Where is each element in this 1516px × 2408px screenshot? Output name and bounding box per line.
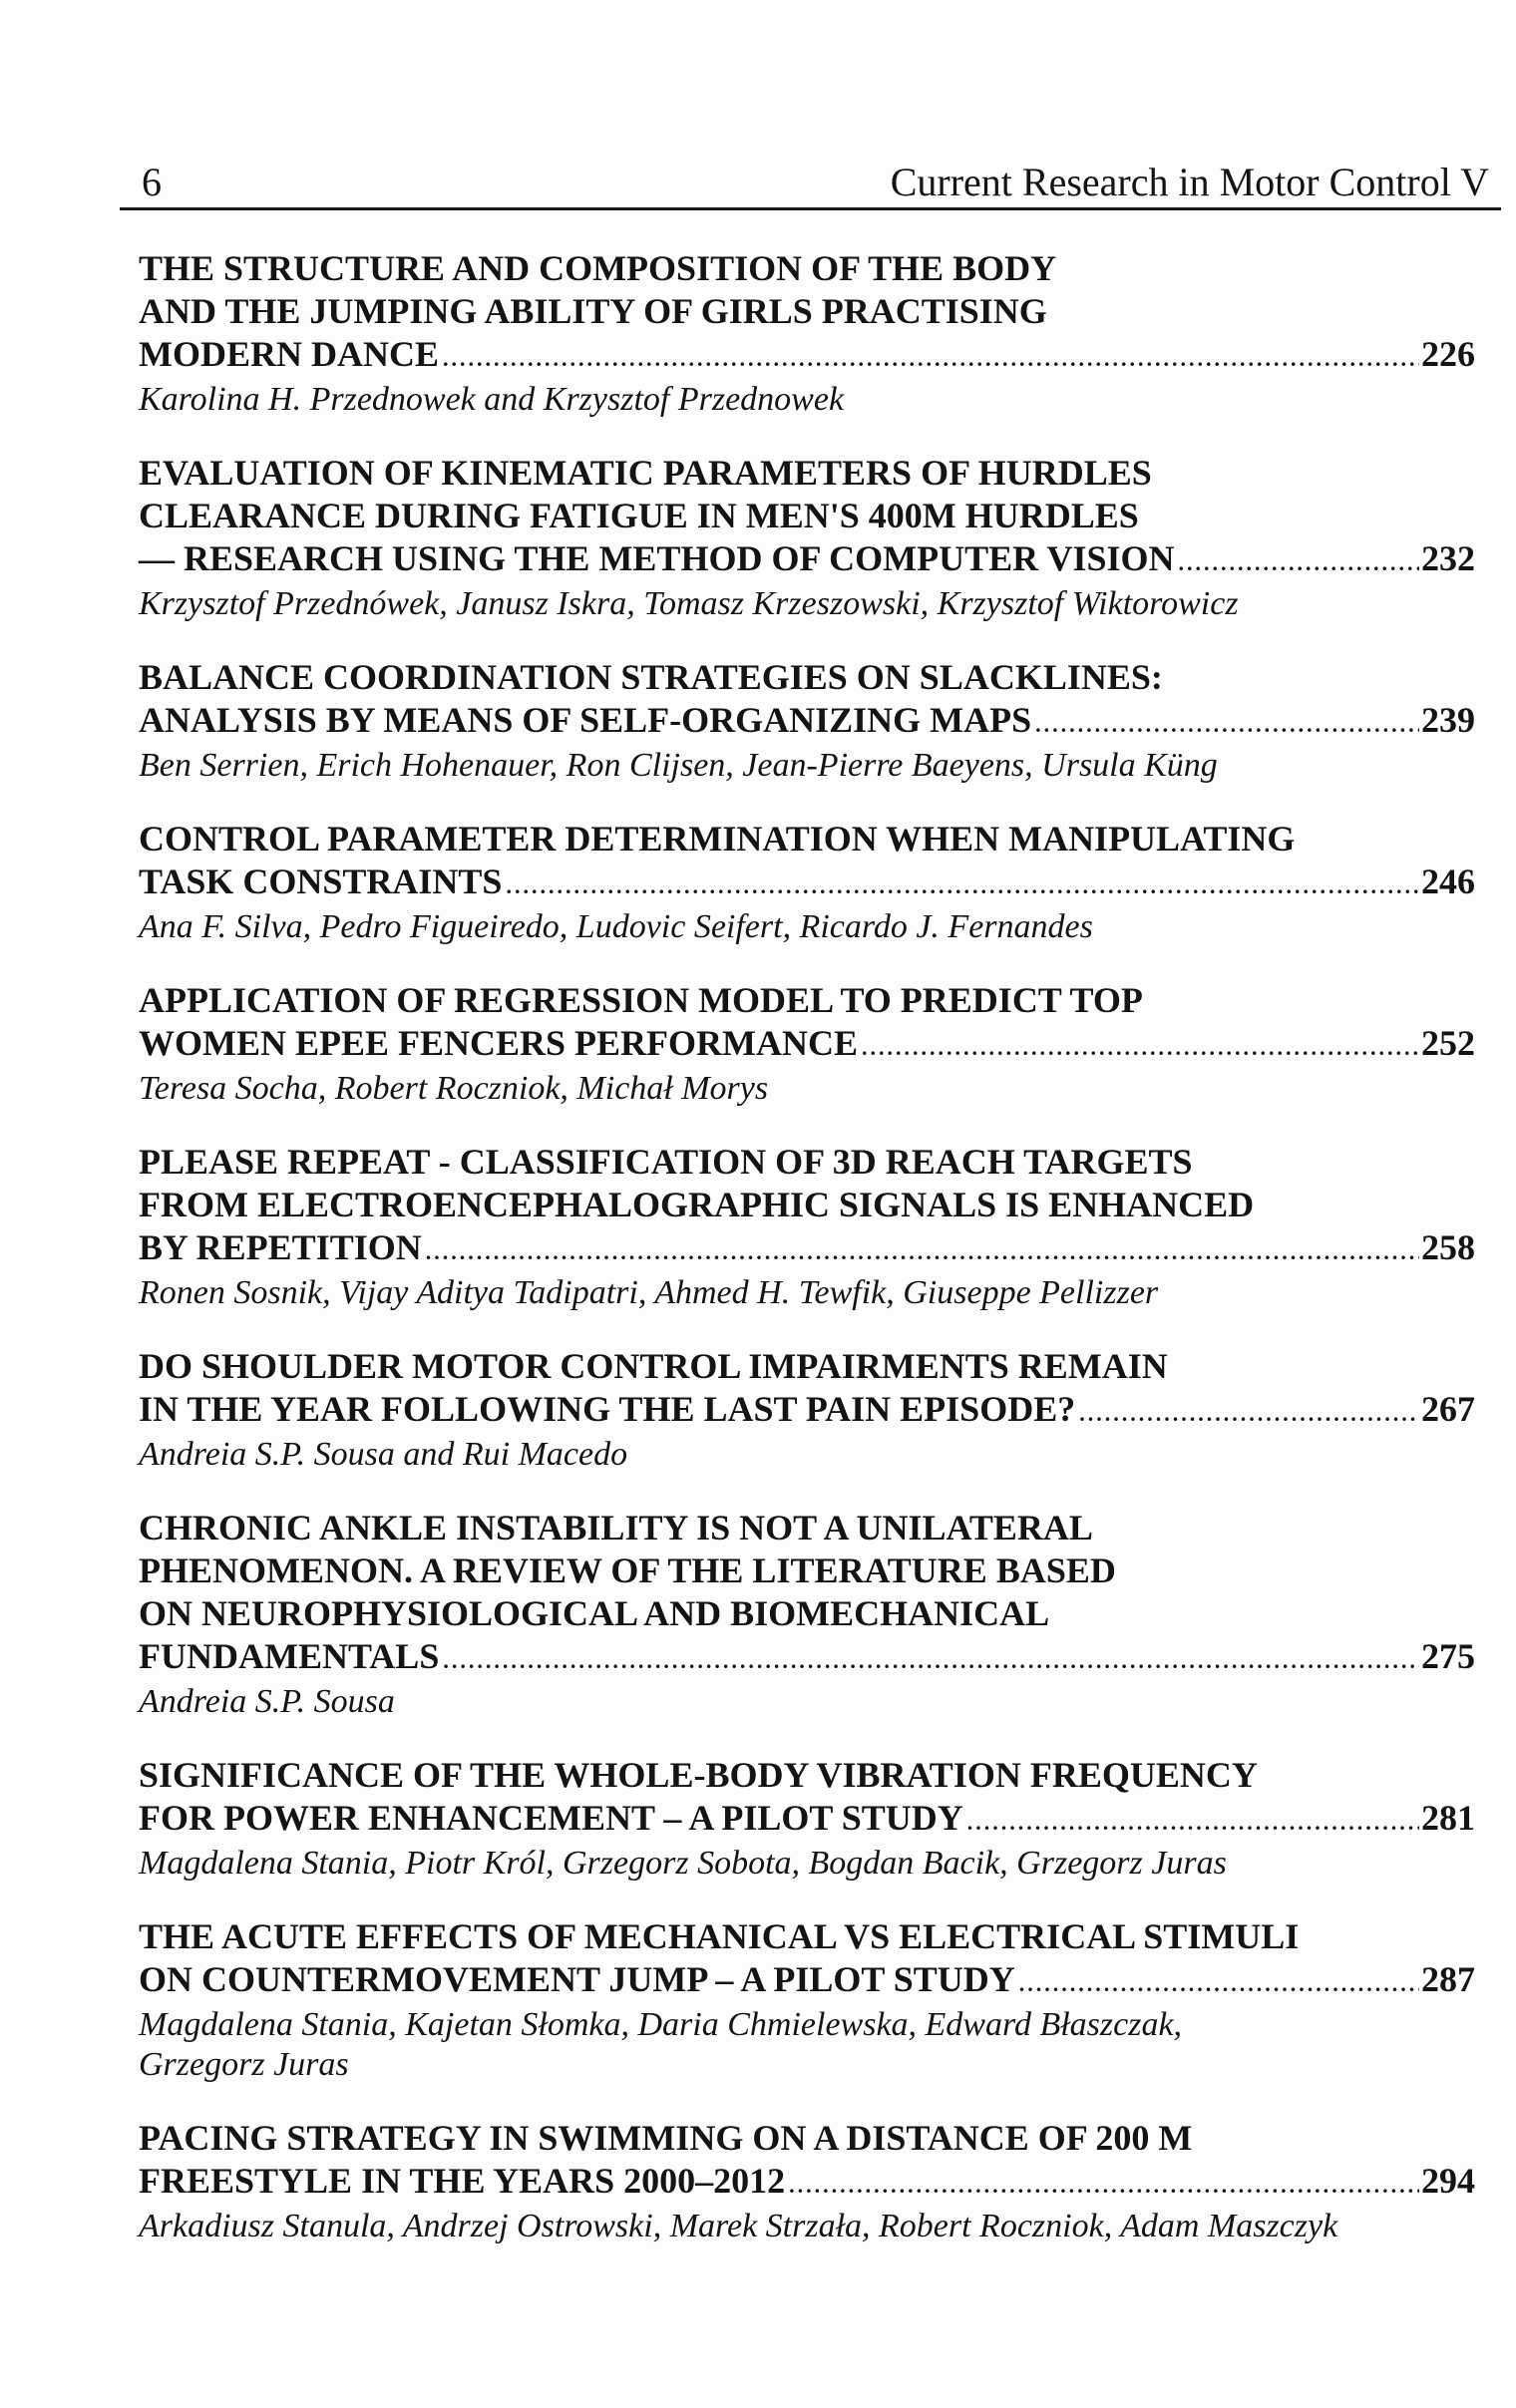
toc-entry — [139, 2117, 1475, 2246]
entry-page-number: 258 — [1421, 1227, 1475, 1267]
dot-leader — [789, 2164, 1419, 2207]
entry-title-line: THE STRUCTURE AND COMPOSITION OF THE BODY — [139, 248, 1057, 288]
entry-page-number: 232 — [1421, 538, 1475, 578]
entry-title-text: TASK CONSTRAINTS — [139, 861, 503, 901]
entry-title-final-line — [139, 699, 1475, 746]
dot-leader — [506, 864, 1419, 907]
toc-entry — [139, 1141, 1475, 1313]
entry-title-final-line — [139, 1388, 1475, 1435]
entry-title-text: ANALYSIS BY MEANS OF SELF-ORGANIZING MAPS — [139, 700, 1032, 740]
entry-authors: Grzegorz Juras — [139, 2046, 349, 2083]
entry-title-line: CONTROL PARAMETER DETERMINATION WHEN MANIPULATING — [139, 819, 1296, 859]
entry-title-final-line — [139, 1797, 1475, 1844]
entry-title-line: BALANCE COORDINATION STRATEGIES ON SLACKLINES: — [139, 657, 1163, 697]
entry-title-text: — RESEARCH USING THE METHOD OF COMPUTER VISION — [139, 538, 1175, 578]
entry-title-final-line — [139, 2160, 1475, 2207]
entry-page-number: 281 — [1421, 1798, 1475, 1838]
entry-title-line: PLEASE REPEAT - CLASSIFICATION OF 3D REACH TARGETS — [139, 1142, 1193, 1182]
toc-entry — [139, 1915, 1475, 2085]
entry-title-line: CHRONIC ANKLE INSTABILITY IS NOT A UNILATERAL — [139, 1508, 1093, 1548]
entry-authors: Arkadiusz Stanula, Andrzej Ostrowski, Marek Strzała, Robert Roczniok, Adam Maszczyk — [139, 2208, 1338, 2244]
dot-leader — [443, 1639, 1419, 1682]
entry-authors: Magdalena Stania, Piotr Król, Grzegorz Sobota, Bogdan Bacik, Grzegorz Juras — [139, 1845, 1227, 1882]
entry-title-final-line — [139, 1635, 1475, 1682]
entry-title-line: DO SHOULDER MOTOR CONTROL IMPAIRMENTS REMAIN — [139, 1346, 1168, 1386]
entry-page-number: 226 — [1421, 334, 1475, 374]
entry-authors: Karolina H. Przednowek and Krzysztof Przednowek — [139, 381, 845, 418]
toc-entry — [139, 1507, 1475, 1722]
entry-title-line: THE ACUTE EFFECTS OF MECHANICAL VS ELECTRICAL STIMULI — [139, 1916, 1300, 1956]
entry-title-final-line — [139, 1226, 1475, 1273]
entry-title-line: CLEARANCE DURING FATIGUE IN MEN'S 400M HURDLES — [139, 496, 1139, 535]
entry-title-line: APPLICATION OF REGRESSION MODEL TO PREDICT TOP — [139, 980, 1143, 1020]
dot-leader — [1035, 703, 1419, 746]
entry-title-text: MODERN DANCE — [139, 334, 439, 374]
entry-authors: Andreia S.P. Sousa and Rui Macedo — [139, 1436, 628, 1473]
dot-leader — [862, 1026, 1419, 1069]
toc-entry — [139, 1754, 1475, 1884]
toc-entry — [139, 818, 1475, 947]
entry-page-number: 252 — [1421, 1023, 1475, 1063]
entry-page-number: 275 — [1421, 1636, 1475, 1676]
dot-leader — [426, 1230, 1419, 1273]
dot-leader — [1079, 1392, 1419, 1435]
entry-title-text: FUNDAMENTALS — [139, 1636, 440, 1676]
entry-title-final-line — [139, 333, 1475, 380]
entry-title-text: IN THE YEAR FOLLOWING THE LAST PAIN EPISODE? — [139, 1389, 1076, 1429]
table-of-contents — [139, 247, 1475, 2278]
entry-page-number: 267 — [1421, 1389, 1475, 1429]
entry-title-line: SIGNIFICANCE OF THE WHOLE-BODY VIBRATION FREQUENCY — [139, 1755, 1258, 1795]
entry-page-number: 239 — [1421, 700, 1475, 740]
entry-title-line: ON NEUROPHYSIOLOGICAL AND BIOMECHANICAL — [139, 1593, 1050, 1633]
entry-page-number: 246 — [1421, 861, 1475, 901]
entry-title-text: WOMEN EPEE FENCERS PERFORMANCE — [139, 1023, 859, 1063]
page-header — [120, 150, 1501, 210]
entry-page-number: 294 — [1421, 2161, 1475, 2201]
entry-title-text: BY REPETITION — [139, 1227, 422, 1267]
dot-leader — [1178, 541, 1419, 584]
entry-title-text: ON COUNTERMOVEMENT JUMP – A PILOT STUDY — [139, 1959, 1015, 1999]
entry-authors: Ben Serrien, Erich Hohenauer, Ron Clijsen, Jean-Pierre Baeyens, Ursula Küng — [139, 747, 1218, 784]
entry-page-number: 287 — [1421, 1959, 1475, 1999]
entry-title-final-line — [139, 1022, 1475, 1069]
entry-title-final-line — [139, 537, 1475, 584]
entry-title-line: AND THE JUMPING ABILITY OF GIRLS PRACTISING — [139, 291, 1047, 331]
entry-authors: Teresa Socha, Robert Roczniok, Michał Morys — [139, 1070, 769, 1107]
toc-entry — [139, 1345, 1475, 1475]
entry-title-line: EVALUATION OF KINEMATIC PARAMETERS OF HURDLES — [139, 453, 1152, 493]
dot-leader — [967, 1801, 1419, 1844]
entry-title-final-line — [139, 1958, 1475, 2005]
entry-title-line: PACING STRATEGY IN SWIMMING ON A DISTANCE OF 200 M — [139, 2118, 1193, 2158]
entry-title-text: FREESTYLE IN THE YEARS 2000–2012 — [139, 2161, 786, 2201]
entry-title-final-line — [139, 860, 1475, 907]
entry-authors: Magdalena Stania, Kajetan Słomka, Daria Chmielewska, Edward Błaszczak, — [139, 2006, 1183, 2043]
toc-entry — [139, 979, 1475, 1109]
entry-title-line: PHENOMENON. A REVIEW OF THE LITERATURE BASED — [139, 1550, 1116, 1590]
toc-entry — [139, 452, 1475, 624]
entry-authors: Krzysztof Przednówek, Janusz Iskra, Tomasz Krzeszowski, Krzysztof Wiktorowicz — [139, 585, 1239, 622]
page-number: 6 — [142, 160, 162, 204]
entry-title-line: FROM ELECTROENCEPHALOGRAPHIC SIGNALS IS ENHANCED — [139, 1185, 1255, 1224]
toc-entry — [139, 247, 1475, 420]
entry-authors: Ana F. Silva, Pedro Figueiredo, Ludovic Seifert, Ricardo J. Fernandes — [139, 908, 1093, 945]
toc-entry — [139, 656, 1475, 786]
dot-leader — [443, 337, 1419, 380]
entry-authors: Ronen Sosnik, Vijay Aditya Tadipatri, Ahmed H. Tewfik, Giuseppe Pellizzer — [139, 1274, 1159, 1311]
running-head: Current Research in Motor Control V — [890, 160, 1489, 204]
entry-title-text: FOR POWER ENHANCEMENT – A PILOT STUDY — [139, 1798, 963, 1838]
entry-authors: Andreia S.P. Sousa — [139, 1683, 395, 1720]
dot-leader — [1019, 1962, 1419, 2005]
